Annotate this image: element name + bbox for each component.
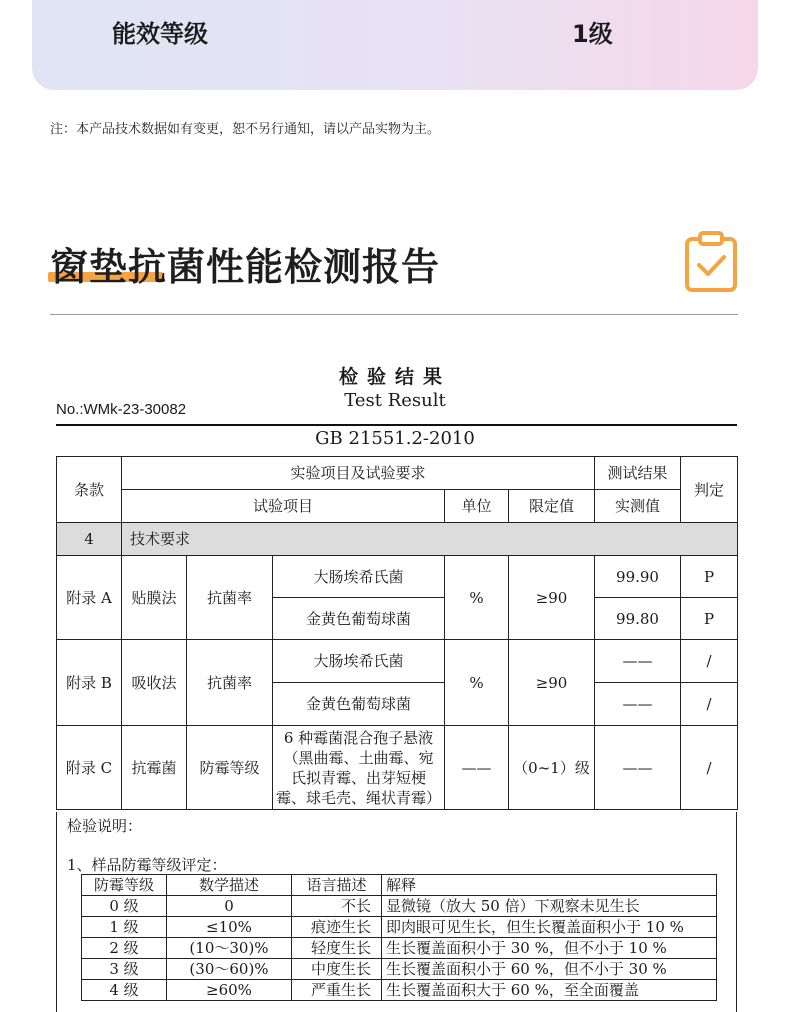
appendix-a-method: 贴膜法 (122, 556, 187, 640)
report-standard: GB 21551.2-2010 (315, 428, 475, 449)
inspection-notes (56, 812, 737, 1012)
report-title-en: Test Result (344, 390, 446, 411)
appendix-c-organism-line: 氏拟青霉、出芽短梗 (290, 768, 426, 787)
header-measured: 实测值 (595, 490, 681, 523)
header-limit: 限定值 (509, 490, 595, 523)
appendix-b-organism: 金黄色葡萄球菌 (273, 683, 445, 726)
energy-grade-label: 能效等级 (112, 20, 208, 48)
mold-grade-explanation: 生长覆盖面积小于 30 %，但不小于 10 % (382, 938, 717, 959)
appendix-a-organism: 金黄色葡萄球菌 (273, 598, 445, 640)
mold-grade-math: 0 (167, 896, 292, 917)
appendix-c-method: 抗霉菌 (122, 726, 187, 810)
appendix-a-unit: % (445, 556, 509, 640)
table-row (82, 938, 717, 959)
appendix-c-measured: —— (595, 726, 681, 810)
mold-grade-explanation: 生长覆盖面积小于 60 %，但不小于 30 % (382, 959, 717, 980)
energy-grade-value: 1级 (572, 20, 613, 48)
mold-grade-math: ≤10% (167, 917, 292, 938)
tech-requirements-label: 技术要求 (122, 523, 738, 556)
mold-grade-math: ≥60% (167, 980, 292, 1001)
appendix-c-clause: 附录 C (57, 726, 122, 810)
appendix-c-item: 防霉等级 (187, 726, 273, 810)
tech-clause: 4 (57, 523, 122, 556)
clipboard-check-icon (684, 231, 738, 293)
header-test-item: 试验项目 (122, 490, 445, 523)
appendix-a-organism: 大肠埃希氏菌 (273, 556, 445, 598)
mold-grade-header-row (82, 875, 717, 896)
mold-grade-level: 1 级 (82, 917, 167, 938)
appendix-c-organism-line: 6 种霉菌混合孢子悬液 (283, 728, 434, 747)
mold-grade-level: 3 级 (82, 959, 167, 980)
mold-grade-desc: 轻度生长 (292, 938, 382, 959)
mold-grade-desc: 严重生长 (292, 980, 382, 1001)
appendix-b-judge: / (681, 640, 738, 683)
disclaimer-note: 注：本产品技术数据如有变更，恕不另行通知，请以产品实物为主。 (50, 122, 441, 137)
appendix-b-unit: % (445, 640, 509, 726)
energy-grade-card (32, 0, 758, 90)
mold-grade-explanation: 显微镜（放大 50 倍）下观察未见生长 (382, 896, 717, 917)
mold-grade-level: 2 级 (82, 938, 167, 959)
mold-grade-col-header: 解释 (382, 875, 717, 896)
appendix-b-measured: —— (595, 683, 681, 726)
inspection-notes-title: 检验说明： (67, 817, 143, 835)
header-judgement: 判定 (681, 457, 738, 523)
appendix-b-clause: 附录 B (57, 640, 122, 726)
mold-grade-desc: 痕迹生长 (292, 917, 382, 938)
section-title: 窗垫抗菌性能检测报告 (50, 245, 441, 289)
header-unit: 单位 (445, 490, 509, 523)
appendix-c-organism-line: 霉、球毛壳、绳状青霉） (275, 788, 441, 807)
table-row (82, 917, 717, 938)
appendix-a-judge: P (681, 598, 738, 640)
mold-grade-desc: 不长 (292, 896, 382, 917)
mold-grade-col-header: 语言描述 (292, 875, 382, 896)
mold-grade-col-header: 防霉等级 (82, 875, 167, 896)
appendix-b-judge: / (681, 683, 738, 726)
report-number: No.:WMk-23-30082 (56, 401, 187, 418)
table-row (82, 959, 717, 980)
mold-grade-math: (30～60)% (167, 959, 292, 980)
mold-grade-level: 0 级 (82, 896, 167, 917)
appendix-b-item: 抗菌率 (187, 640, 273, 726)
result-table (56, 456, 738, 810)
appendix-a-item: 抗菌率 (187, 556, 273, 640)
header-test-results: 测试结果 (595, 457, 681, 490)
appendix-a-judge: P (681, 556, 738, 598)
appendix-c-unit: —— (445, 726, 509, 810)
appendix-c-limit: （0~1）级 (509, 726, 595, 810)
mold-grade-table (81, 874, 717, 1001)
section-divider (50, 314, 738, 315)
appendix-b-method: 吸收法 (122, 640, 187, 726)
appendix-c-organism (273, 726, 445, 810)
mold-grade-explanation: 即肉眼可见生长，但生长覆盖面积小于 10 % (382, 917, 717, 938)
appendix-b-organism: 大肠埃希氏菌 (273, 640, 445, 683)
appendix-a-measured: 99.80 (595, 598, 681, 640)
table-row (82, 896, 717, 917)
table-row (82, 980, 717, 1001)
appendix-c-organism-line: （黑曲霉、土曲霉、宛 (283, 748, 434, 767)
appendix-a-clause: 附录 A (57, 556, 122, 640)
appendix-b-limit: ≥90 (509, 640, 595, 726)
header-items-requirements: 实验项目及试验要求 (122, 457, 595, 490)
header-clause: 条款 (57, 457, 122, 523)
appendix-b-measured: —— (595, 640, 681, 683)
report-rule (56, 424, 737, 426)
appendix-a-measured: 99.90 (595, 556, 681, 598)
appendix-a-limit: ≥90 (509, 556, 595, 640)
mold-grade-math: (10～30)% (167, 938, 292, 959)
mold-grade-col-header: 数学描述 (167, 875, 292, 896)
appendix-c-judge: / (681, 726, 738, 810)
mold-grade-level: 4 级 (82, 980, 167, 1001)
mold-grade-subtitle: 1、样品防霉等级评定： (67, 856, 227, 874)
mold-grade-desc: 中度生长 (292, 959, 382, 980)
mold-grade-explanation: 生长覆盖面积大于 60 %，至全面覆盖 (382, 980, 717, 1001)
report-title-cn: 检验结果 (338, 366, 451, 388)
